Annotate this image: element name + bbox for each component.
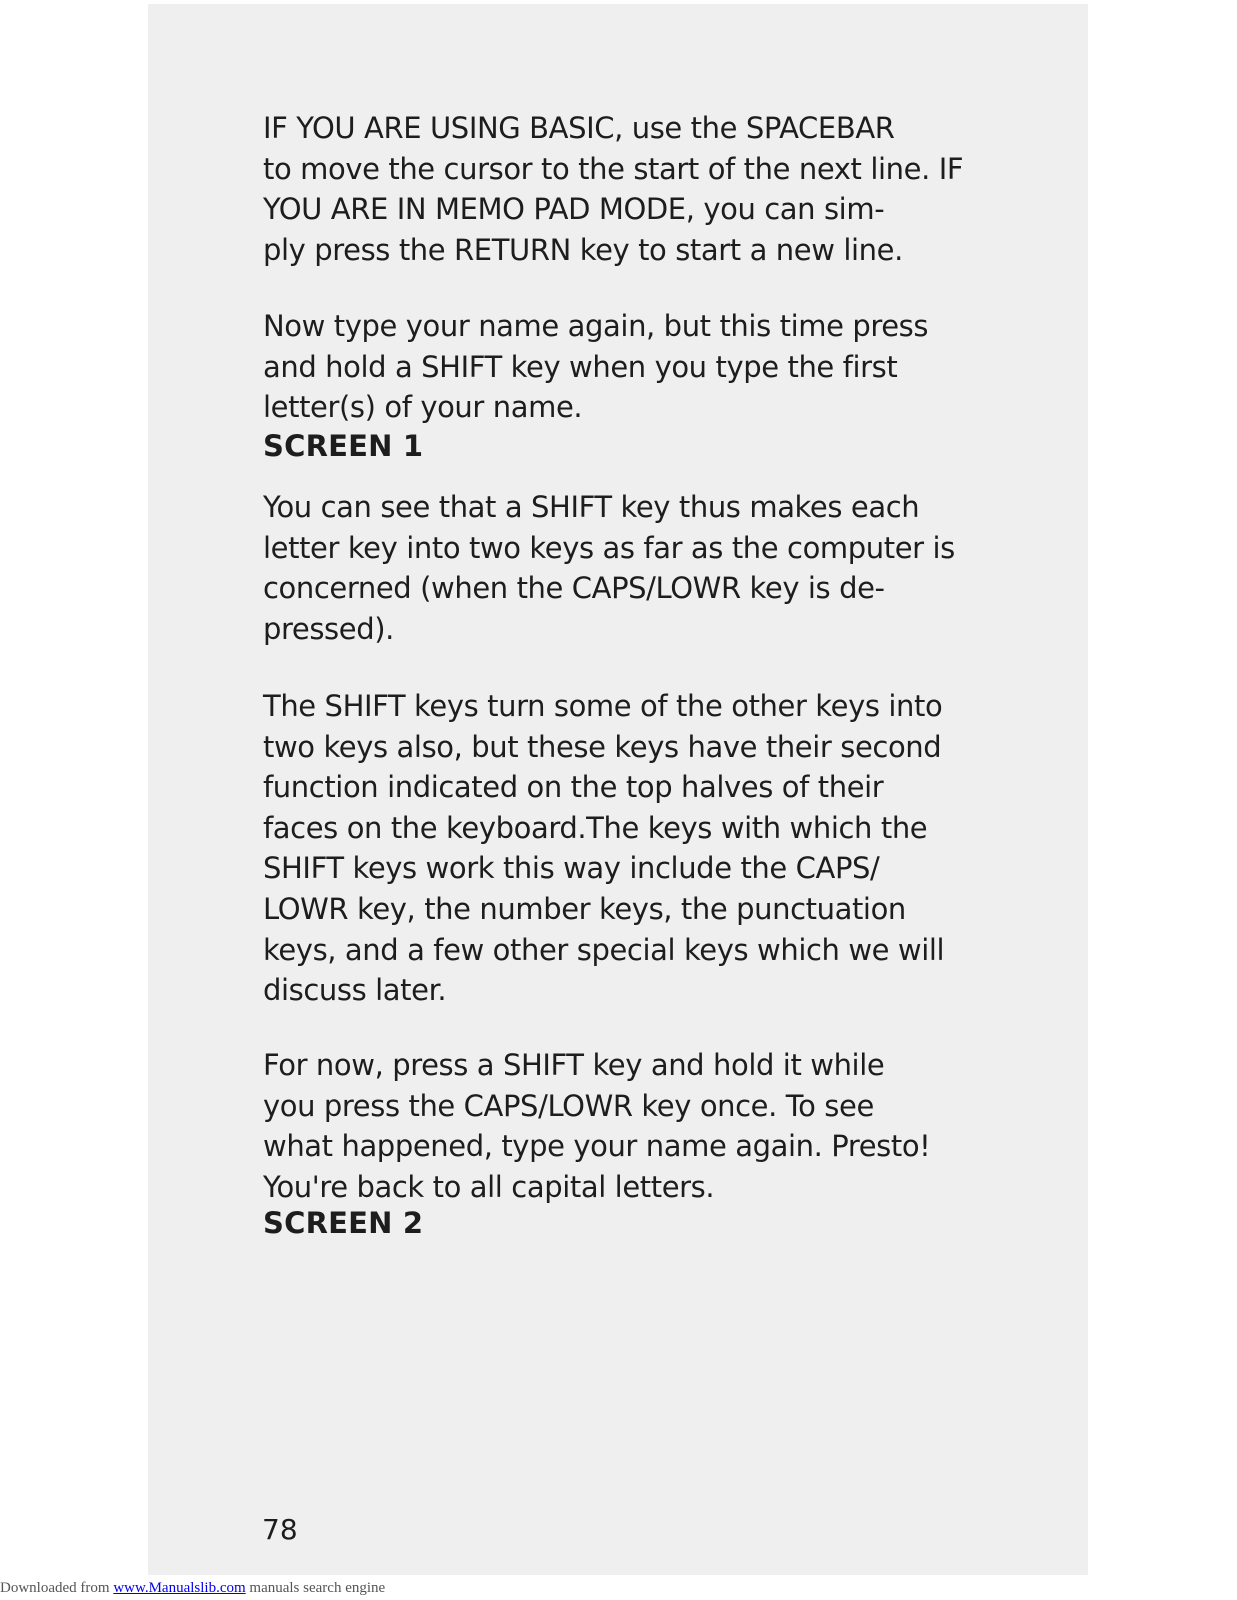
footer-prefix: Downloaded from <box>0 1580 114 1596</box>
text-line: function indicated on the top halves of their <box>263 770 884 805</box>
text-line: YOU ARE IN MEMO PAD MODE, you can sim- <box>263 192 885 227</box>
text-line: and hold a SHIFT key when you type the first <box>263 349 898 384</box>
text-line: For now, press a SHIFT key and hold it while <box>263 1048 885 1082</box>
footer-suffix: manuals search engine <box>245 1580 386 1596</box>
text-line: You can see that a SHIFT key thus makes each <box>263 490 920 524</box>
paragraph-shift-key <box>263 487 1063 649</box>
paragraph-basic-spacebar <box>263 108 1063 270</box>
paragraph-shift-other-keys <box>263 686 1063 1011</box>
paragraph-caps-lowr <box>263 1045 1063 1207</box>
text-line: concerned (when the CAPS/LOWR key is de- <box>263 571 885 606</box>
text-line: faces on the keyboard.The keys with which the <box>263 810 928 845</box>
text-line: discuss later. <box>263 973 447 1008</box>
text-line: what happened, type your name again. Presto! <box>263 1129 931 1164</box>
text-line: pressed). <box>263 611 394 646</box>
text-line: SHIFT keys work this way include the CAPS/ <box>263 851 880 886</box>
text-line: letter(s) of your name. <box>263 390 583 425</box>
heading-screen-1: SCREEN 1 <box>263 429 424 463</box>
text-line: keys, and a few other special keys which we will <box>263 932 945 967</box>
text-line: Now type your name again, but this time press <box>263 309 929 343</box>
text-line: LOWR key, the number keys, the punctuation <box>263 891 906 926</box>
heading-screen-2: SCREEN 2 <box>263 1206 424 1240</box>
text-line: to move the cursor to the start of the next line. IF <box>263 151 964 186</box>
text-line: IF YOU ARE USING BASIC, use the SPACEBAR <box>263 111 895 145</box>
text-line: ply press the RETURN key to start a new line. <box>263 232 903 267</box>
text-line: two keys also, but these keys have their second <box>263 729 942 764</box>
download-footer <box>0 1576 385 1600</box>
page-number: 78 <box>262 1513 298 1546</box>
text-line: letter key into two keys as far as the computer is <box>263 530 955 565</box>
text-line: you press the CAPS/LOWR key once. To see <box>263 1088 874 1123</box>
text-line: The SHIFT keys turn some of the other keys into <box>263 689 943 723</box>
text-line: You're back to all capital letters. <box>263 1169 715 1204</box>
manualslib-link[interactable]: www.Manualslib.com <box>113 1580 246 1596</box>
paragraph-type-name <box>263 306 1063 428</box>
